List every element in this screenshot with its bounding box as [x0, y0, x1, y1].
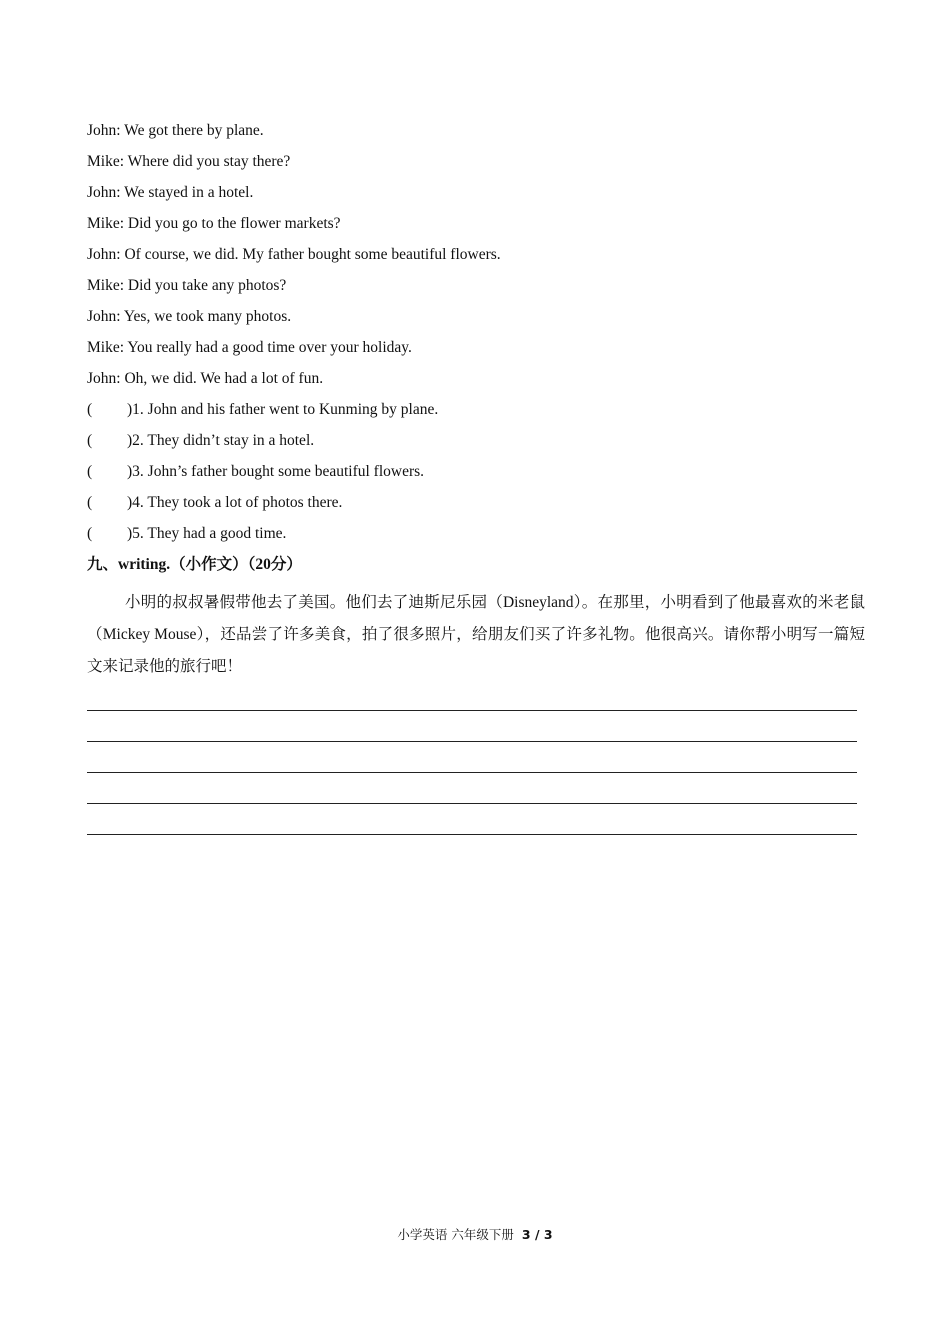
dialogue-line: John: We stayed in a hotel. — [87, 184, 254, 201]
dialogue-line: Mike: Did you take any photos? — [87, 277, 287, 294]
answer-blank[interactable]: ( — [87, 463, 93, 480]
true-false-item — [87, 428, 865, 459]
writing-line[interactable] — [87, 680, 857, 711]
true-false-item — [87, 459, 865, 490]
answer-blank[interactable]: ( — [87, 432, 93, 449]
writing-line[interactable] — [87, 742, 857, 773]
answer-blank[interactable]: ( — [87, 401, 93, 418]
page-footer — [0, 1225, 950, 1243]
dialogue-line: John: Of course, we did. My father bought some beautiful flowers. — [87, 246, 501, 263]
worksheet-page — [87, 118, 865, 835]
answer-blank[interactable]: ( — [87, 494, 93, 511]
writing-section — [87, 552, 865, 835]
answer-blank[interactable]: ( — [87, 525, 93, 542]
section-heading: 九、writing.（小作文）（20分） — [87, 556, 302, 573]
true-false-item — [87, 397, 865, 428]
statement-text: )3. John’s father bought some beautiful flowers. — [127, 463, 425, 480]
dialogue-section — [87, 118, 865, 397]
true-false-section — [87, 397, 865, 552]
statement-text: )4. They took a lot of photos there. — [127, 494, 343, 511]
writing-line[interactable] — [87, 804, 857, 835]
writing-prompt: 小明的叔叔暑假带他去了美国。他们去了迪斯尼乐园（Disneyland）。在那里，小明看到了他最喜欢的米老鼠（Mickey Mouse），还品尝了许多美食，拍了很多照片，给朋友们买了许多礼物。他很高兴。请你帮小明写一篇短文来记录他的旅行吧！ — [87, 594, 865, 675]
statement-text: )5. They had a good time. — [127, 525, 287, 542]
dialogue-line: Mike: You really had a good time over your holiday. — [87, 339, 412, 356]
true-false-item — [87, 521, 865, 552]
statement-text: )1. John and his father went to Kunming by plane. — [127, 401, 439, 418]
dialogue-line: John: We got there by plane. — [87, 122, 264, 139]
page-number: 3 / 3 — [521, 1227, 553, 1242]
writing-area[interactable] — [87, 680, 865, 835]
dialogue-line: Mike: Where did you stay there? — [87, 153, 291, 170]
dialogue-line: John: Oh, we did. We had a lot of fun. — [87, 370, 324, 387]
true-false-item — [87, 490, 865, 521]
dialogue-line: John: Yes, we took many photos. — [87, 308, 292, 325]
footer-label: 小学英语 六年级下册 — [397, 1227, 514, 1242]
writing-line[interactable] — [87, 711, 857, 742]
dialogue-line: Mike: Did you go to the flower markets? — [87, 215, 341, 232]
statement-text: )2. They didn’t stay in a hotel. — [127, 432, 315, 449]
writing-line[interactable] — [87, 773, 857, 804]
